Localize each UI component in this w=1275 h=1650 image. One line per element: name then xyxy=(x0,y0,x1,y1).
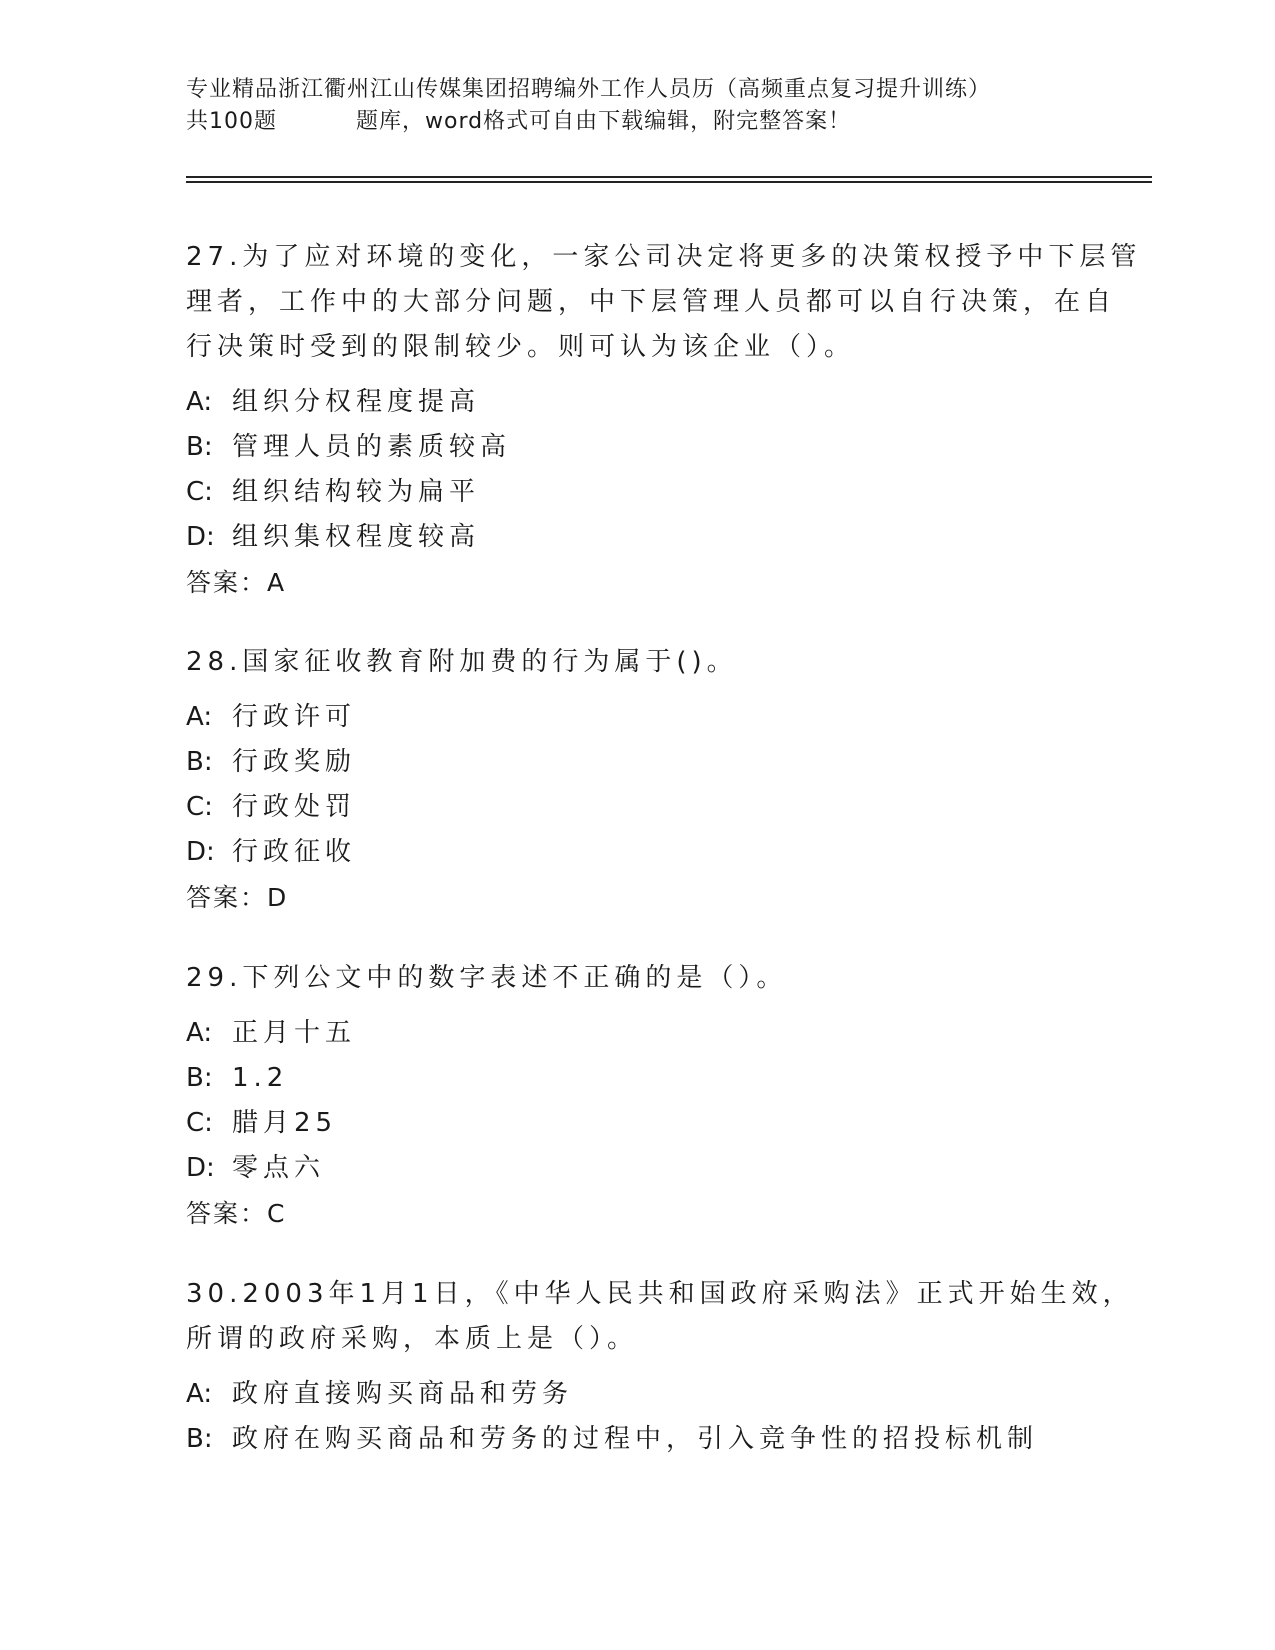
question-29-option-a: A: 正月十五 xyxy=(186,1018,357,1048)
header-question-count: 共100题 xyxy=(186,109,277,134)
question-28-option-a: A: 行政许可 xyxy=(186,702,357,732)
question-29-text xyxy=(186,956,1086,1001)
question-29-option-b: B: 1.2 xyxy=(186,1063,289,1093)
header-description: 题库，word格式可自由下载编辑，附完整答案！ xyxy=(356,109,852,134)
question-27-line-1: 27.为了应对环境的变化，一家公司决定将更多的决策权授予中下层管 xyxy=(186,242,1142,272)
question-28-text xyxy=(186,640,1086,685)
question-27-option-a: A: 组织分权程度提高 xyxy=(186,387,481,417)
page-header xyxy=(186,74,1086,138)
question-27-line-2: 理者，工作中的大部分问题，中下层管理人员都可以自行决策，在自 xyxy=(186,287,1117,317)
question-30-text xyxy=(186,1272,1134,1362)
question-30-option-b: B: 政府在购买商品和劳务的过程中，引入竞争性的招投标机制 xyxy=(186,1424,1039,1454)
question-27-line-3: 行决策时受到的限制较少。则可认为该企业（）。 xyxy=(186,332,856,362)
question-27-option-b: B: 管理人员的素质较高 xyxy=(186,432,512,462)
header-subtitle xyxy=(186,106,1086,138)
question-30-option-a: A: 政府直接购买商品和劳务 xyxy=(186,1379,574,1409)
question-28-option-d: D: 行政征收 xyxy=(186,837,357,867)
question-28-option-b: B: 行政奖励 xyxy=(186,747,357,777)
question-27-option-d: D: 组织集权程度较高 xyxy=(186,522,481,552)
question-28-answer: 答案：D xyxy=(186,883,289,912)
question-29-answer: 答案：C xyxy=(186,1199,287,1228)
question-27-answer: 答案：A xyxy=(186,568,287,597)
question-29-option-c: C: 腊月25 xyxy=(186,1108,338,1138)
question-30-line-2: 所谓的政府采购，本质上是（）。 xyxy=(186,1324,639,1354)
question-27-text xyxy=(186,235,1142,370)
question-30-line-1: 30.2003年1月1日，《中华人民共和国政府采购法》正式开始生效， xyxy=(186,1279,1134,1309)
question-29-option-d: D: 零点六 xyxy=(186,1153,326,1183)
header-title: 专业精品浙江衢州江山传媒集团招聘编外工作人员历（高频重点复习提升训练） xyxy=(186,77,992,102)
header-divider-top xyxy=(186,176,1152,178)
header-divider-bottom xyxy=(186,181,1152,183)
question-28-line-1: 28.国家征收教育附加费的行为属于()。 xyxy=(186,647,738,677)
question-27-option-c: C: 组织结构较为扁平 xyxy=(186,477,481,507)
question-28-option-c: C: 行政处罚 xyxy=(186,792,357,822)
question-29-line-1: 29.下列公文中的数字表述不正确的是（）。 xyxy=(186,963,788,993)
